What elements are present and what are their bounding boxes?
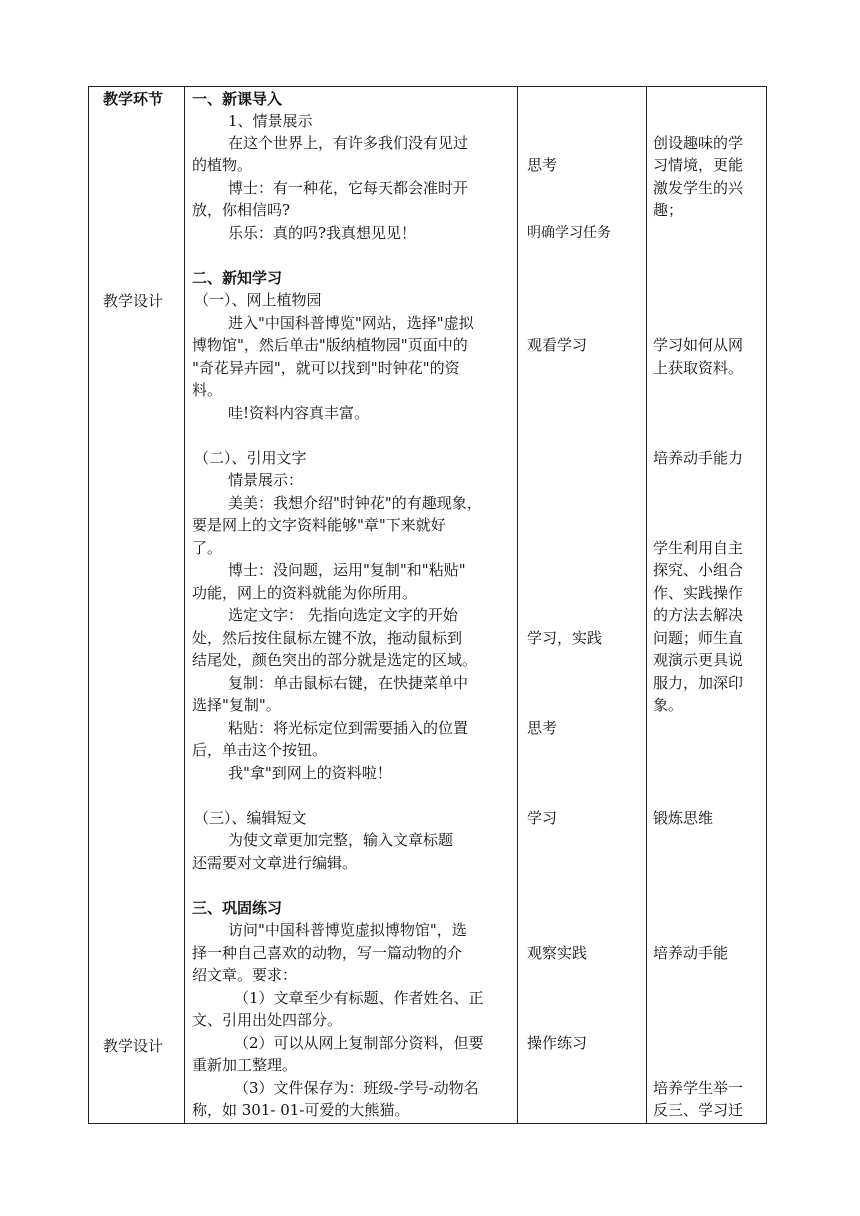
design-intent-line: 服力，加深印	[653, 674, 744, 692]
design-intent-line: 培养动手能	[653, 944, 729, 962]
content-line: 绍文章。要求：	[192, 966, 298, 984]
content-line: 择一种自己喜欢的动物，写一篇动物的介	[192, 944, 463, 962]
content-line: 了。	[192, 539, 223, 557]
content-line: 复制：单击鼠标右键，在快捷菜单中	[228, 674, 469, 692]
section-title: 三、巩固练习	[192, 899, 283, 917]
column-divider	[517, 87, 518, 1123]
design-intent-line: 上获取资料。	[653, 359, 744, 377]
content-line: 功能，网上的资料就能为你所用。	[192, 584, 418, 602]
design-intent-line: 习情境，更能	[653, 156, 744, 174]
content-line: 哇!资料内容真丰富。	[228, 404, 370, 422]
content-line: 博士：有一种花，它每天都会准时开	[228, 179, 469, 197]
content-line: 放，你相信吗?	[192, 201, 291, 219]
content-line: 乐乐：真的吗?我真想见见！	[228, 224, 417, 242]
stage-header: 教学环节	[103, 90, 164, 108]
student-activity: 学习	[527, 809, 558, 827]
student-activity: 观察实践	[527, 944, 588, 962]
subsection-title: （三）、编辑短文	[194, 809, 307, 827]
design-intent-line: 学生利用自主	[653, 539, 744, 557]
content-line: 1、情景展示	[228, 112, 313, 130]
section-title: 二、新知学习	[192, 269, 283, 287]
stage-label: 教学设计	[103, 292, 164, 310]
content-line: 在这个世界上，有许多我们没有见过	[228, 134, 469, 152]
content-line: 访问"中国科普博览虚拟博物馆"，选	[228, 921, 467, 939]
content-line: 后，单击这个按钮。	[192, 741, 328, 759]
content-line: 要是网上的文字资料能够"章"下来就好	[192, 516, 446, 534]
content-line: 结尾处，颜色突出的部分就是选定的区域。	[192, 651, 478, 669]
student-activity: 观看学习	[527, 336, 588, 354]
design-intent-line: 反三、学习迁	[653, 1101, 744, 1119]
column-divider	[184, 87, 185, 1123]
content-line: 处，然后按住鼠标左键不放，拖动鼠标到	[192, 629, 463, 647]
content-line: 选择"复制"。	[192, 696, 281, 714]
content-line: 进入"中国科普博览"网站，选择"虚拟	[228, 314, 474, 332]
content-line: 还需要对文章进行编辑。	[192, 854, 358, 872]
content-line: 我"拿"到网上的资料啦！	[228, 764, 392, 782]
content-line: 粘贴：将光标定位到需要插入的位置	[228, 719, 469, 737]
subsection-title: （一）、网上植物园	[194, 291, 322, 309]
student-activity: 操作练习	[527, 1034, 588, 1052]
design-intent-line: 探究、小组合	[653, 561, 744, 579]
design-intent-line: 作、实践操作	[653, 584, 744, 602]
design-intent-line: 象。	[653, 696, 684, 714]
design-intent-line: 培养动手能力	[653, 449, 744, 467]
content-line: 料。	[192, 381, 223, 399]
stage-label: 教学设计	[103, 1037, 164, 1055]
content-line: 美美：我想介绍"时钟花"的有趣现象，	[228, 494, 482, 512]
section-title: 一、新课导入	[192, 90, 283, 108]
content-line: （1）文章至少有标题、作者姓名、正	[234, 989, 484, 1007]
student-activity: 学习，实践	[527, 629, 603, 647]
content-line: 选定文字： 先指向选定文字的开始	[228, 606, 458, 624]
content-line: 的植物。	[192, 156, 253, 174]
student-activity: 思考	[527, 156, 558, 174]
design-intent-line: 创设趣味的学	[653, 134, 744, 152]
design-intent-line: 问题；师生直	[653, 629, 744, 647]
design-intent-line: 激发学生的兴	[653, 179, 744, 197]
design-intent-line: 观演示更具说	[653, 651, 744, 669]
content-line: 情景展示：	[228, 471, 304, 489]
content-line: 博物馆"，然后单击"版纳植物园"页面中的	[192, 336, 468, 354]
content-line: 为使文章更加完整，输入文章标题	[228, 831, 454, 849]
student-activity: 明确学习任务	[527, 225, 611, 241]
design-intent-line: 趣；	[653, 201, 684, 219]
design-intent-line: 锻炼思维	[653, 809, 714, 827]
design-intent-line: 学习如何从网	[653, 336, 744, 354]
content-line: 博士：没问题，运用"复制"和"粘贴"	[228, 561, 466, 579]
subsection-title: （二）、引用文字	[194, 449, 307, 467]
student-activity: 思考	[527, 719, 558, 737]
content-line: 重新加工整理。	[192, 1056, 298, 1074]
design-intent-line: 培养学生举一	[653, 1079, 744, 1097]
content-line: "奇花异卉园"，就可以找到"时钟花"的资	[192, 359, 460, 377]
design-intent-line: 的方法去解决	[653, 606, 744, 624]
content-line: （2）可以从网上复制部分资料，但要	[234, 1034, 484, 1052]
content-line: 文、引用出处四部分。	[192, 1011, 343, 1029]
content-line: 称，如 301- 01-可爱的大熊猫。	[192, 1101, 410, 1119]
content-line: （3）文件保存为：班级-学号-动物名	[234, 1079, 479, 1097]
column-divider	[646, 87, 647, 1123]
